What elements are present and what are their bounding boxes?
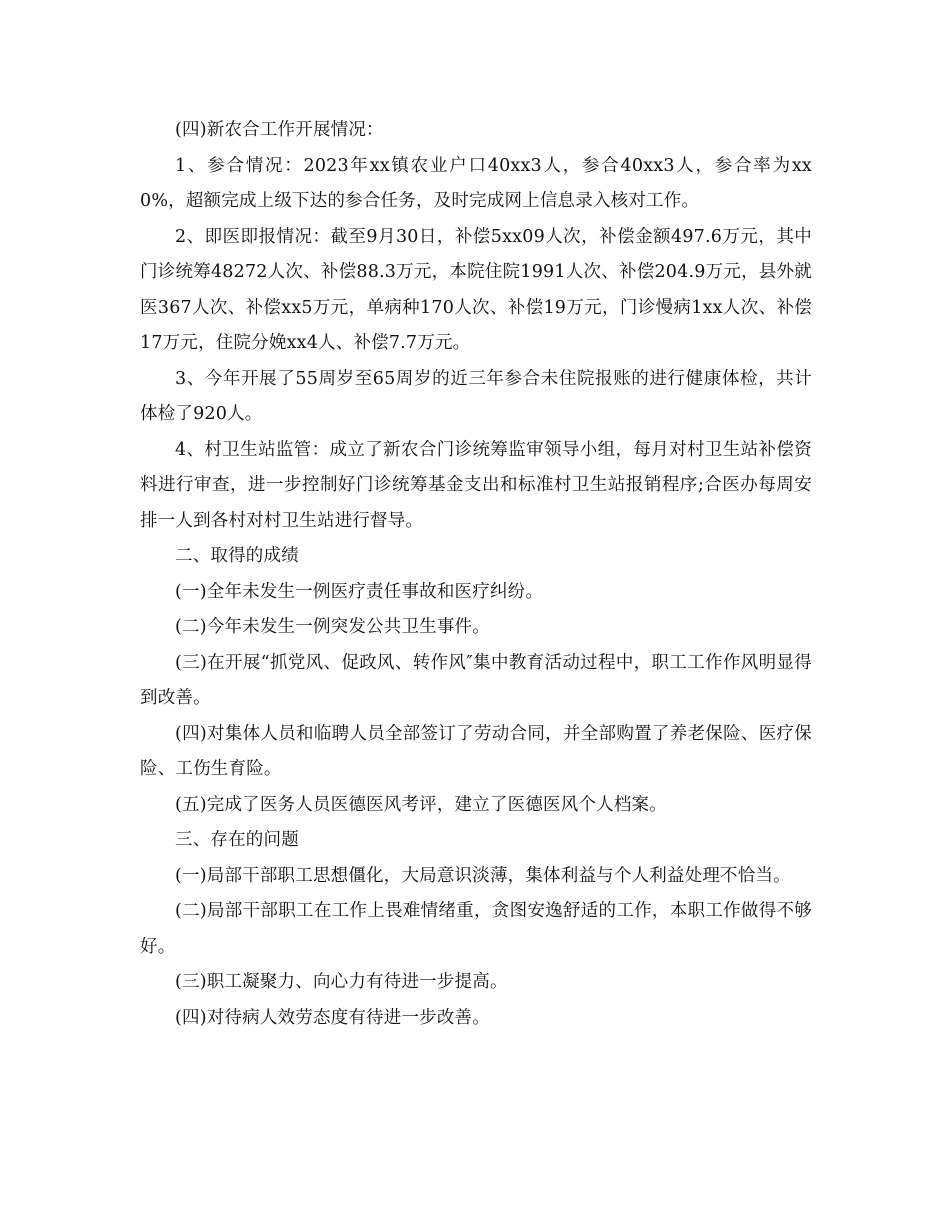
paragraph-achievement-2: (二)今年未发生一例突发公共卫生事件。 — [175, 617, 490, 637]
section-heading-xinnonghe: (四)新农合工作开展情况： — [175, 120, 384, 140]
paragraph-achievement-4: (四)对集体人员和临聘人员全部签订了劳动合同，并全部购置了养老保险、医疗保险、工伤生育险。 — [140, 723, 812, 779]
paragraph-problem-1: (一)局部干部职工思想僵化，大局意识淡薄，集体利益与个人利益处理不恰当。 — [175, 865, 791, 886]
section-heading-problems: 三、存在的问题 — [175, 830, 299, 850]
document-body — [140, 113, 812, 1036]
paragraph-achievement-5: (五)完成了医务人员医德医风考评，建立了医德医风个人档案。 — [175, 794, 667, 815]
paragraph-achievement-1: (一)全年未发生一例医疗责任事故和医疗纠纷。 — [175, 581, 544, 602]
paragraph-problem-3: (三)职工凝聚力、向心力有待进一步提高。 — [175, 972, 508, 992]
paragraph-health-checkup: 3、今年开展了55周岁至65周岁的近三年参合未住院报账的进行健康体检，共计体检了920人。 — [140, 368, 812, 424]
section-heading-achievements: 二、取得的成绩 — [175, 546, 299, 566]
paragraph-village-clinic-supervision: 4、村卫生站监管：成立了新农合门诊统筹监审领导小组，每月对村卫生站补偿资料进行审查，进一步控制好门诊统筹基金支出和标准村卫生站报销程序;合医办每周安排一人到各村对村卫生站进行督导。 — [140, 439, 812, 531]
paragraph-achievement-3: (三)在开展“抓党风、促政风、转作风″集中教育活动过程中，职工工作作风明显得到改善。 — [140, 652, 812, 708]
paragraph-problem-4: (四)对待病人效劳态度有待进一步改善。 — [175, 1007, 490, 1028]
paragraph-canhe-situation: 1、参合情况：2023年xx镇农业户口40xx3人，参合40xx3人，参合率为xx0%，超额完成上级下达的参合任务，及时完成网上信息录入核对工作。 — [140, 155, 812, 211]
paragraph-problem-2: (二)局部干部职工在工作上畏难情绪重，贪图安逸舒适的工作，本职工作做得不够好。 — [140, 901, 812, 957]
paragraph-jiyi-jibao: 2、即医即报情况：截至9月30日，补偿5xx09人次，补偿金额497.6万元，其中门诊统筹48272人次、补偿88.3万元，本院住院1991人次、补偿204.9万元，县外就医367人次、补偿xx5万元，单病种170人次、补偿19万元，门诊慢病1xx人次、补偿17万元，住院分娩xx4人、补偿7.7万元。 — [140, 226, 812, 353]
